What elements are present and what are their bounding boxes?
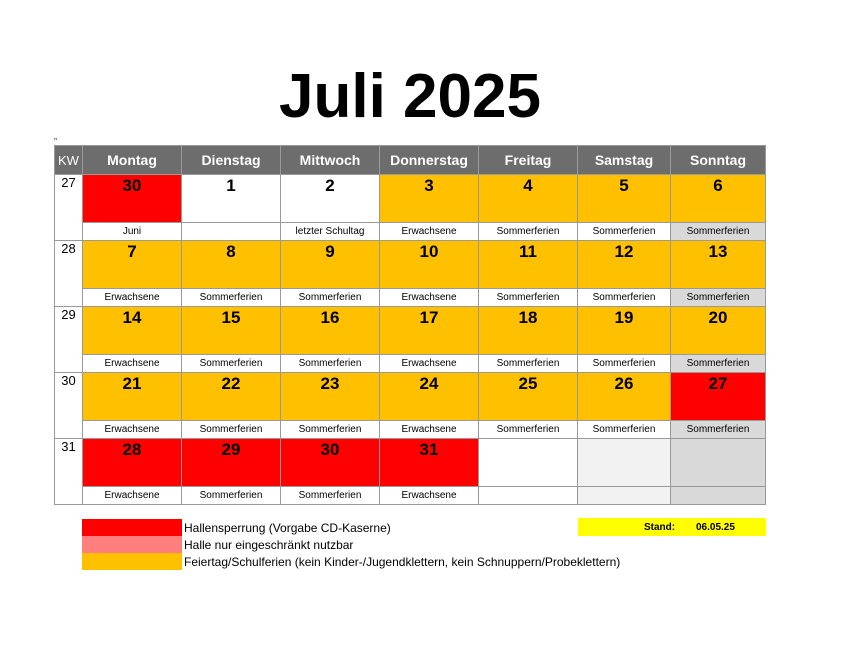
note-row	[55, 355, 766, 373]
legend-label: Hallensperrung (Vorgabe CD-Kaserne)	[184, 520, 391, 535]
day-cell: 8	[182, 241, 281, 289]
legend-item	[82, 519, 391, 536]
day-cell: 22	[182, 373, 281, 421]
day-note: Erwachsene	[83, 355, 182, 373]
day-note: Sommerferien	[578, 223, 671, 241]
day-note: Erwachsene	[83, 421, 182, 439]
day-note: Erwachsene	[380, 487, 479, 505]
day-note: Sommerferien	[578, 355, 671, 373]
week-number: 29	[55, 307, 83, 373]
note-row	[55, 487, 766, 505]
day-note	[182, 223, 281, 241]
day-cell: 5	[578, 175, 671, 223]
week-number: 31	[55, 439, 83, 505]
kw-header: KW	[55, 146, 83, 175]
day-cell	[578, 439, 671, 487]
day-note: Erwachsene	[83, 289, 182, 307]
day-header-monday: Montag	[83, 146, 182, 175]
week-number: 28	[55, 241, 83, 307]
legend-swatch	[82, 536, 182, 553]
week-number: 27	[55, 175, 83, 241]
day-note: Sommerferien	[281, 289, 380, 307]
day-cell: 30	[83, 175, 182, 223]
day-note: letzter Schultag	[281, 223, 380, 241]
day-cell: 31	[380, 439, 479, 487]
day-note: Sommerferien	[182, 421, 281, 439]
day-note: Sommerferien	[479, 289, 578, 307]
day-cell: 23	[281, 373, 380, 421]
day-note: Sommerferien	[671, 289, 766, 307]
day-note: Erwachsene	[83, 487, 182, 505]
day-cell: 20	[671, 307, 766, 355]
day-header-wednesday: Mittwoch	[281, 146, 380, 175]
legend-item	[82, 536, 353, 553]
day-note: Sommerferien	[182, 355, 281, 373]
day-note: Sommerferien	[479, 421, 578, 439]
legend-label: Feiertag/Schulferien (kein Kinder-/Jugendklettern, kein Schnuppern/Probeklettern)	[184, 554, 621, 569]
day-cell: 6	[671, 175, 766, 223]
week-row	[55, 175, 766, 223]
week-row	[55, 439, 766, 487]
note-row	[55, 289, 766, 307]
day-note	[578, 487, 671, 505]
legend-item	[82, 553, 620, 570]
day-cell: 14	[83, 307, 182, 355]
day-note: Sommerferien	[479, 355, 578, 373]
day-note: Erwachsene	[380, 421, 479, 439]
day-cell	[671, 439, 766, 487]
day-note: Juni	[83, 223, 182, 241]
stand-label: Stand:	[644, 521, 676, 533]
calendar-table	[54, 145, 766, 505]
corner-mark: „	[54, 131, 57, 141]
day-cell: 10	[380, 241, 479, 289]
day-cell	[479, 439, 578, 487]
week-row	[55, 241, 766, 289]
week-row	[55, 373, 766, 421]
day-cell: 29	[182, 439, 281, 487]
stand-date: 06.05.25	[696, 521, 735, 533]
day-cell: 1	[182, 175, 281, 223]
day-note: Erwachsene	[380, 355, 479, 373]
day-cell: 2	[281, 175, 380, 223]
header-row	[55, 146, 766, 175]
day-cell: 30	[281, 439, 380, 487]
day-note	[671, 487, 766, 505]
day-cell: 19	[578, 307, 671, 355]
day-cell: 24	[380, 373, 479, 421]
day-cell: 4	[479, 175, 578, 223]
day-header-sunday: Sonntag	[671, 146, 766, 175]
calendar-title: Juli 2025	[279, 62, 541, 131]
day-note: Sommerferien	[671, 421, 766, 439]
day-note: Erwachsene	[380, 223, 479, 241]
legend-label: Halle nur eingeschränkt nutzbar	[184, 537, 354, 552]
note-row	[55, 421, 766, 439]
day-header-saturday: Samstag	[578, 146, 671, 175]
day-cell: 13	[671, 241, 766, 289]
day-cell: 7	[83, 241, 182, 289]
day-note: Sommerferien	[281, 421, 380, 439]
note-row	[55, 223, 766, 241]
day-note: Sommerferien	[281, 487, 380, 505]
day-note: Sommerferien	[479, 223, 578, 241]
day-cell: 28	[83, 439, 182, 487]
day-cell: 15	[182, 307, 281, 355]
day-note: Erwachsene	[380, 289, 479, 307]
day-cell: 3	[380, 175, 479, 223]
day-note	[479, 487, 578, 505]
week-number: 30	[55, 373, 83, 439]
day-note: Sommerferien	[671, 223, 766, 241]
day-header-tuesday: Dienstag	[182, 146, 281, 175]
day-cell: 18	[479, 307, 578, 355]
legend-swatch	[82, 553, 182, 570]
day-cell: 11	[479, 241, 578, 289]
day-header-thursday: Donnerstag	[380, 146, 479, 175]
day-cell: 25	[479, 373, 578, 421]
day-note: Sommerferien	[671, 355, 766, 373]
day-cell: 9	[281, 241, 380, 289]
day-cell: 21	[83, 373, 182, 421]
day-header-friday: Freitag	[479, 146, 578, 175]
day-cell: 16	[281, 307, 380, 355]
day-note: Sommerferien	[578, 289, 671, 307]
week-row	[55, 307, 766, 355]
day-note: Sommerferien	[578, 421, 671, 439]
day-cell: 26	[578, 373, 671, 421]
day-cell: 27	[671, 373, 766, 421]
legend-swatch	[82, 519, 182, 536]
day-cell: 17	[380, 307, 479, 355]
day-cell: 12	[578, 241, 671, 289]
stand-box	[578, 518, 766, 536]
day-note: Sommerferien	[182, 289, 281, 307]
day-note: Sommerferien	[182, 487, 281, 505]
day-note: Sommerferien	[281, 355, 380, 373]
